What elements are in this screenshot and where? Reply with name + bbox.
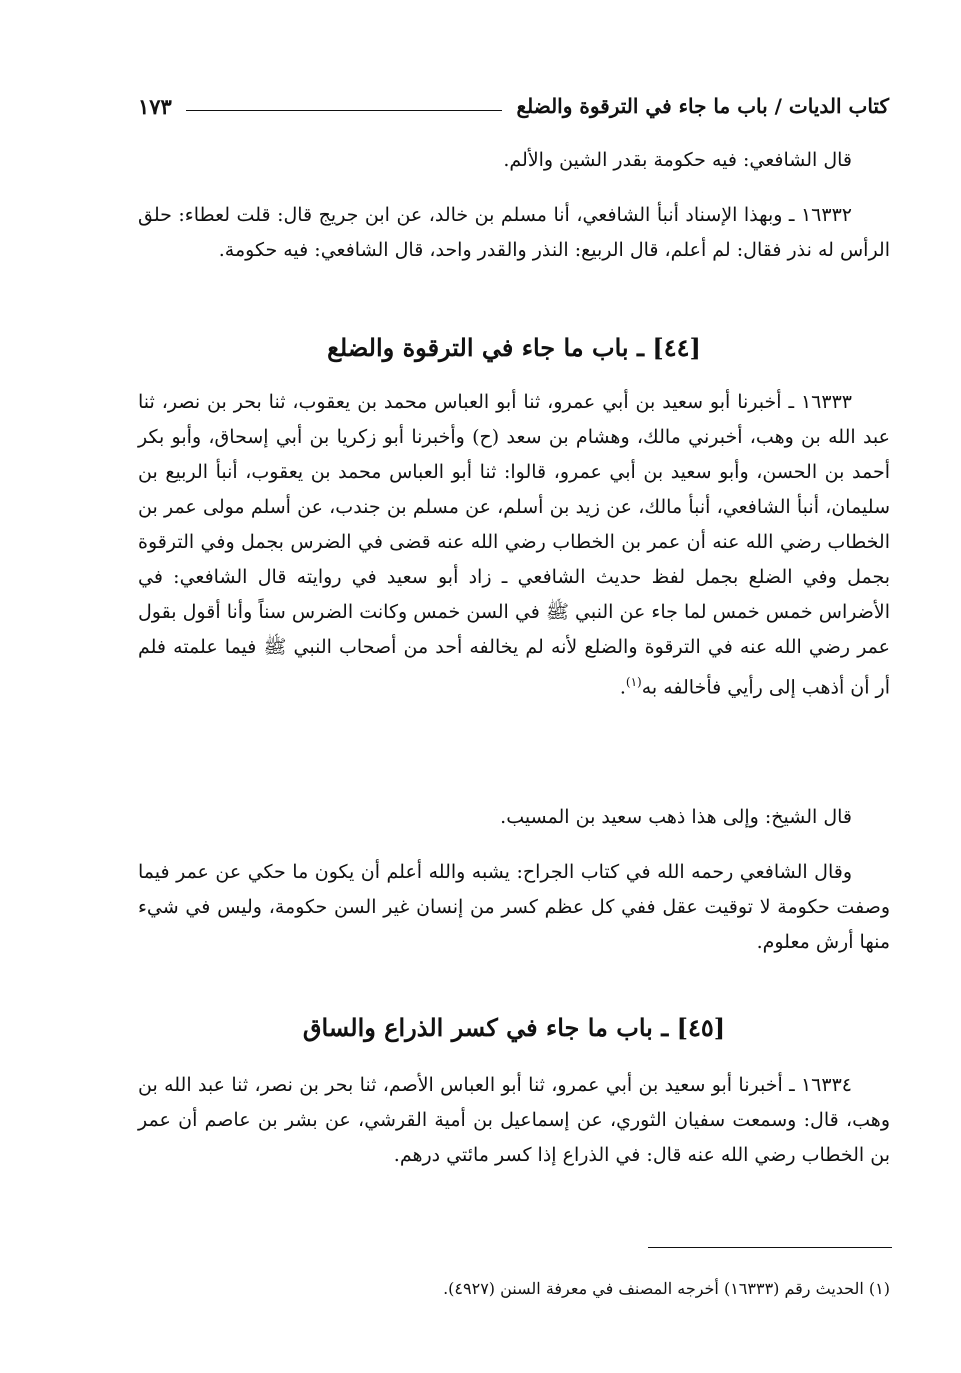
chapter-heading-44: [٤٤] ـ باب ما جاء في الترقوة والضلع (327, 333, 701, 362)
footnote-rule (648, 1247, 892, 1248)
hadith-16332 (138, 198, 890, 268)
paragraph-text: قال الشافعي: فيه حكومة بقدر الشين والألم. (503, 149, 852, 171)
paragraph-text: ١٦٣٣٤ ـ أخبرنا أبو سعيد بن أبي عمرو، ثنا أبو العباس الأصم، ثنا بحر بن نصر، ثنا عبد الله بن وهب، قال: وسمعت سفيان الثوري، عن إسماعيل بن أمية القرشي، عن بشر بن عاصم أن عمر بن الخطاب رضي الله عنه قال: في الذراع إذا كسر مائتي درهم. (138, 1074, 890, 1166)
paragraph-end: . (619, 676, 626, 699)
page-number: ١٧٣ (138, 93, 172, 119)
paragraph-text: ١٦٣٣٢ ـ وبهذا الإسناد أنبأ الشافعي، أنا مسلم بن خالد، عن ابن جريج قال: قلت لعطاء: حلق الرأس له نذر فقال: لم أعلم، قال الربيع: النذر والقدر واحد، قال الشافعي: فيه حكومة. (138, 204, 890, 261)
running-title: كتاب الديات / باب ما جاء في الترقوة والضلع (516, 94, 889, 118)
paragraph-text: ١٦٣٣٣ ـ أخبرنا أبو سعيد بن أبي عمرو، ثنا أبو العباس محمد بن يعقوب، ثنا بحر بن نصر، ثنا عبد الله بن وهب، أخبرني مالك، وهشام بن سعد (ح) وأخبرنا أبو زكريا بن أبي إسحاق، وأبو بكر أحمد بن الحسن، وأبو سعيد بن أبي عمرو، قالوا: ثنا أبو العباس محمد بن يعقوب، أنبأ الربيع بن سليمان، أنبأ الشافعي، أنبأ مالك، عن زيد بن أسلم، عن مسلم بن جندب، عن أسلم مولى عمر بن الخطاب رضي الله عنه أن عمر بن الخطاب رضي الله عنه قضى في الضرس بجمل وفي الترقوة بجمل وفي الضلع بجمل لفظ حديث الشافعي ـ زاد أبو سعيد في روايته قال الشافعي: في الأضراس خمس خمس لما جاء عن النبي ﷺ في السن خمس وكانت الضرس سناً وأنا أقول بقول عمر رضي الله عنه في الترقوة والضلع لأنه لم يخالفه أحد من أصحاب النبي ﷺ فيما علمته فلم أر أن أذهب إلى رأيي فأخالفه به (138, 391, 890, 699)
footnote-reference: (١) (625, 675, 642, 689)
paragraph-shafii-hukuma (138, 143, 890, 178)
footnote: (١) الحديث رقم (١٦٣٣٣) أخرجه المصنف في معرفة السنن (٤٩٢٧). (443, 1279, 890, 1298)
paragraph-jirah (138, 855, 890, 960)
paragraph-text: قال الشيخ: وإلى هذا ذهب سعيد بن المسيب. (500, 806, 852, 828)
chapter-heading-45: [٤٥] ـ باب ما جاء في كسر الذراع والساق (302, 1013, 726, 1042)
paragraph-body (138, 385, 890, 705)
running-header (138, 86, 889, 126)
hadith-16334 (138, 1068, 890, 1173)
paragraph-text: وقال الشافعي رحمه الله في كتاب الجراح: يشبه والله أعلم أن يكون ما حكي عن عمر فيما وصفت حكومة لا توقيت عقل ففي كل عظم كسر من إنسان غير السن حكومة، وليس في شيء منها أرش معلوم. (138, 861, 890, 953)
hadith-16333 (138, 385, 890, 705)
header-rule (186, 110, 503, 111)
paragraph-sheikh (138, 800, 890, 835)
